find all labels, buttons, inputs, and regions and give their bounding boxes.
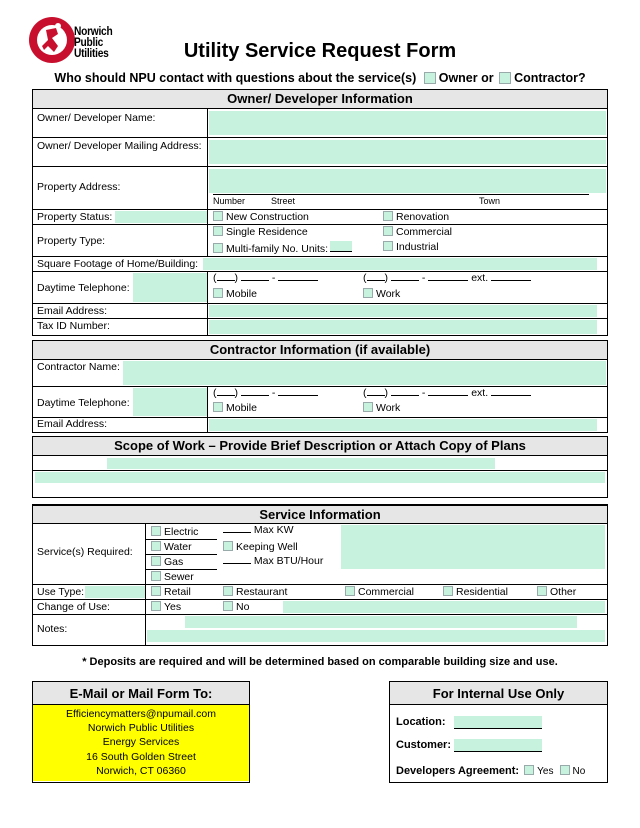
owner-name-label: Owner/ Developer Name: xyxy=(37,112,156,124)
gas-checkbox[interactable] xyxy=(151,556,161,566)
keeping-well-checkbox[interactable] xyxy=(223,541,233,551)
commercial-type-checkbox[interactable] xyxy=(383,226,393,236)
addr-number-label: Number xyxy=(213,196,246,206)
contractor-email-label: Email Address: xyxy=(37,418,108,430)
scope-line-2[interactable] xyxy=(35,472,605,483)
contractor-phone-label-fill xyxy=(133,388,207,416)
sqft-field[interactable] xyxy=(203,258,597,270)
use-type-label: Use Type: xyxy=(37,586,85,598)
owner-contact-checkbox[interactable] xyxy=(424,72,436,84)
logo-name: Norwich Public Utilities xyxy=(74,24,113,60)
electric-checkbox[interactable] xyxy=(151,526,161,536)
owner-phone-label: Daytime Telephone: xyxy=(37,282,130,294)
service-notes-fill[interactable] xyxy=(341,525,605,569)
contractor-phone-label: Daytime Telephone: xyxy=(37,397,130,409)
owner-phone-label-fill xyxy=(133,273,207,302)
restaurant-checkbox[interactable] xyxy=(223,586,233,596)
property-type-label: Property Type: xyxy=(37,235,106,247)
dev-yes-checkbox[interactable] xyxy=(524,765,534,775)
mail-city-line: Norwich, CT 06360 xyxy=(96,764,186,777)
customer-field[interactable] xyxy=(454,739,542,752)
contractor-section-header: Contractor Information (if available) xyxy=(33,341,607,360)
location-label: Location: xyxy=(396,716,446,728)
contractor-contact-checkbox[interactable] xyxy=(499,72,511,84)
contractor-email-field[interactable] xyxy=(209,419,597,431)
taxid-field[interactable] xyxy=(209,320,597,334)
scope-line-1[interactable] xyxy=(107,458,495,469)
property-status-field[interactable] xyxy=(115,211,207,223)
internal-use-header: For Internal Use Only xyxy=(390,682,607,705)
commercial-use-checkbox[interactable] xyxy=(345,586,355,596)
units-field[interactable] xyxy=(330,241,352,252)
contractor-name-label: Contractor Name: xyxy=(37,361,120,373)
change-yes-checkbox[interactable] xyxy=(151,601,161,611)
new-construction-checkbox[interactable] xyxy=(213,211,223,221)
contractor-name-field[interactable] xyxy=(123,361,606,385)
owner-work-phone-field[interactable]: ( ) - ext. xyxy=(363,272,531,284)
mail-street-line: 16 South Golden Street xyxy=(86,750,196,763)
owner-email-label: Email Address: xyxy=(37,305,108,317)
owner-mobile-phone-field[interactable]: ( ) - xyxy=(213,272,318,284)
contractor-work-phone-field[interactable]: ( ) - ext. xyxy=(363,387,531,399)
residential-checkbox[interactable] xyxy=(443,586,453,596)
taxid-label: Tax ID Number: xyxy=(37,320,110,332)
mail-org-line: Norwich Public Utilities xyxy=(87,722,195,735)
renovation-checkbox[interactable] xyxy=(383,211,393,221)
owner-section: Owner/ Developer Information Owner/ Developer Name: Owner/ Developer Mailing Address: Property Address: Number Street Town Property Status: New Construction Renovation Property Type: Single Residence Commercial Multi-family No. Units: Industrial Square Footage of Home/Building: Daytime Telephone: ( ) - Mobile ( ) - ext. Work Email Address: Tax ID Number: xyxy=(32,89,608,336)
scope-section xyxy=(32,436,608,498)
service-section: Service Information Service(s) Required: Electric Water Gas Sewer Max KW Keeping Well Max BTU/Hour Use Type: Retail Restaurant Commercial Residential Other Change of Use: Yes No Notes: xyxy=(32,504,608,646)
owner-mobile-checkbox[interactable] xyxy=(213,288,223,298)
mail-dept-line: Energy Services xyxy=(102,736,180,749)
max-kw-field[interactable] xyxy=(223,532,251,533)
sewer-checkbox[interactable] xyxy=(151,571,161,581)
change-of-use-fill[interactable] xyxy=(283,601,605,613)
dev-agreement-label: Developers Agreement: xyxy=(396,765,520,777)
notes-line-2[interactable] xyxy=(147,630,605,642)
mail-to-address xyxy=(33,705,249,781)
property-address-field[interactable] xyxy=(209,169,606,193)
mail-to-box xyxy=(32,681,250,783)
contractor-section: Contractor Information (if available) Contractor Name: Daytime Telephone: ( ) - Mobile ( ) - ext. Work Email Address: xyxy=(32,340,608,433)
contractor-mobile-checkbox[interactable] xyxy=(213,402,223,412)
water-checkbox[interactable] xyxy=(151,541,161,551)
use-type-fill xyxy=(85,586,145,598)
scope-section-header: Scope of Work – Provide Brief Description or Attach Copy of Plans xyxy=(33,437,607,456)
notes-line-1[interactable] xyxy=(185,616,577,628)
contractor-mobile-phone-field[interactable]: ( ) - xyxy=(213,387,318,399)
deposit-note: * Deposits are required and will be determined based on comparable building size and use. xyxy=(82,656,558,668)
property-address-label: Property Address: xyxy=(37,181,121,193)
retail-checkbox[interactable] xyxy=(151,586,161,596)
internal-use-box: For Internal Use Only Location: Customer: Developers Agreement: Yes No xyxy=(389,681,608,783)
mail-to-header: E-Mail or Mail Form To: xyxy=(33,682,249,705)
change-of-use-label: Change of Use: xyxy=(37,601,110,613)
contact-question: Who should NPU contact with questions about the service(s) Owner or Contractor? xyxy=(54,71,586,85)
mailing-address-field[interactable] xyxy=(209,140,606,164)
customer-label: Customer: xyxy=(396,739,452,751)
owner-work-checkbox[interactable] xyxy=(363,288,373,298)
owner-email-field[interactable] xyxy=(209,305,597,317)
service-section-header: Service Information xyxy=(33,505,607,524)
mailing-address-label: Owner/ Developer Mailing Address: xyxy=(37,140,202,152)
services-label: Service(s) Required: xyxy=(37,546,133,558)
multi-family-checkbox[interactable] xyxy=(213,243,223,253)
other-checkbox[interactable] xyxy=(537,586,547,596)
property-status-label: Property Status: xyxy=(37,211,113,223)
sqft-label: Square Footage of Home/Building: xyxy=(37,258,199,270)
owner-section-header: Owner/ Developer Information xyxy=(33,90,607,109)
dev-no-checkbox[interactable] xyxy=(560,765,570,775)
mail-email-link[interactable]: Efficiencymatters@npumail.com xyxy=(66,708,216,720)
owner-name-field[interactable] xyxy=(209,111,606,135)
industrial-checkbox[interactable] xyxy=(383,241,393,251)
location-field[interactable] xyxy=(454,716,542,729)
addr-street-label: Street xyxy=(271,196,296,206)
max-btu-field[interactable] xyxy=(223,563,251,564)
change-no-checkbox[interactable] xyxy=(223,601,233,611)
notes-label: Notes: xyxy=(37,623,68,635)
addr-town-label: Town xyxy=(479,196,501,206)
contractor-work-checkbox[interactable] xyxy=(363,402,373,412)
page-title: Utility Service Request Form xyxy=(183,40,457,62)
single-residence-checkbox[interactable] xyxy=(213,226,223,236)
